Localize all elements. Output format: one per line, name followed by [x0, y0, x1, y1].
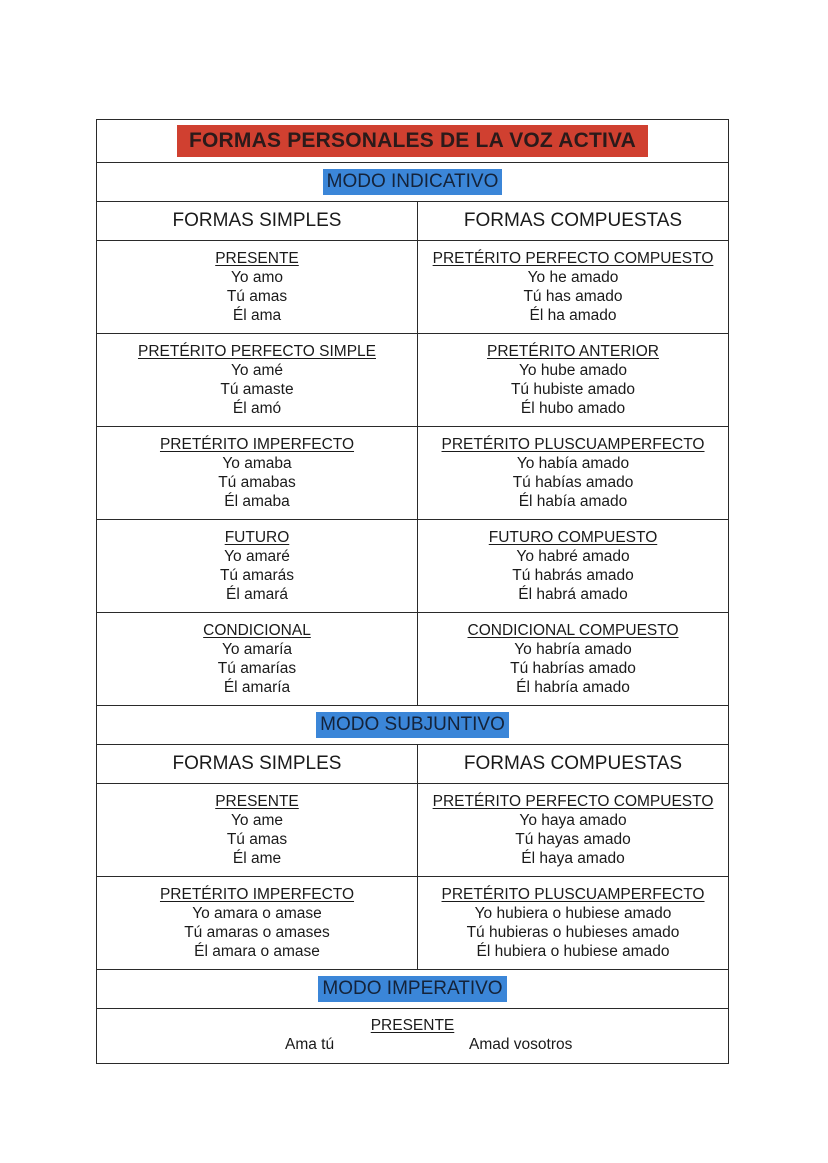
verb-form: Él ama — [232, 307, 282, 324]
verb-form: Tú habrás amado — [512, 567, 634, 584]
mode-subjuntivo-row — [97, 706, 729, 745]
verb-form: Yo haya amado — [519, 812, 627, 829]
verb-form: Él amará — [225, 586, 289, 603]
indicativo-compuesta-header: FORMAS COMPUESTAS — [418, 202, 729, 241]
verb-form: Tú amarías — [217, 660, 297, 677]
verb-form-tu: Ama tú — [285, 1036, 335, 1053]
mode-indicativo-label: MODO INDICATIVO — [323, 169, 503, 195]
tense-name: CONDICIONAL — [203, 622, 311, 639]
verb-form: Yo amo — [231, 269, 283, 286]
tense-cell — [418, 520, 729, 613]
tense-name: PRETÉRITO PLUSCUAMPERFECTO — [441, 886, 705, 903]
tense-name: PRETÉRITO ANTERIOR — [487, 343, 659, 360]
verb-form: Él haya amado — [521, 850, 625, 867]
verb-form: Yo amaré — [224, 548, 290, 565]
mode-indicativo-row — [97, 163, 729, 202]
tense-name: FUTURO — [224, 529, 290, 546]
verb-form: Yo amaría — [221, 641, 293, 658]
conjugation-table — [96, 119, 729, 1064]
tense-name: PRETÉRITO PLUSCUAMPERFECTO — [441, 436, 705, 453]
verb-form: Tú hubieras o hubieses amado — [466, 924, 680, 941]
mode-imperativo-row — [97, 970, 729, 1009]
verb-form: Tú amas — [226, 288, 288, 305]
imperativo-cell — [97, 1009, 729, 1064]
verb-form: Él había amado — [518, 493, 628, 510]
verb-form: Tú hayas amado — [515, 831, 631, 848]
verb-form: Yo amaba — [222, 455, 292, 472]
tense-name: PRETÉRITO IMPERFECTO — [159, 886, 355, 903]
imperativo-forms — [97, 1036, 728, 1056]
mode-imperativo-label: MODO IMPERATIVO — [318, 976, 506, 1002]
verb-form: Yo había amado — [516, 455, 630, 472]
tense-cell — [97, 334, 418, 427]
tense-cell — [418, 334, 729, 427]
verb-form: Yo hubiera o hubiese amado — [474, 905, 672, 922]
tense-cell — [97, 877, 418, 970]
verb-form: Yo amé — [231, 362, 283, 379]
subjuntivo-compuesta-header: FORMAS COMPUESTAS — [418, 745, 729, 784]
verb-form: Yo he amado — [527, 269, 619, 286]
verb-form: Tú amas — [226, 831, 288, 848]
verb-form: Yo habría amado — [514, 641, 632, 658]
tense-cell — [418, 613, 729, 706]
tense-name: FUTURO COMPUESTO — [488, 529, 658, 546]
verb-form: Él habrá amado — [518, 586, 628, 603]
verb-form: Él habría amado — [516, 679, 630, 696]
tense-cell — [418, 241, 729, 334]
verb-form: Él amaba — [224, 493, 290, 510]
verb-form: Él amara o amase — [194, 943, 320, 960]
tense-name: PRETÉRITO PERFECTO COMPUESTO — [432, 250, 714, 267]
verb-form-vosotros: Amad vosotros — [469, 1036, 573, 1053]
verb-form: Yo ame — [231, 812, 283, 829]
verb-form: Tú amabas — [218, 474, 296, 491]
subjuntivo-simple-header: FORMAS SIMPLES — [97, 745, 418, 784]
tense-cell — [97, 784, 418, 877]
verb-form: Tú has amado — [523, 288, 623, 305]
page-title: FORMAS PERSONALES DE LA VOZ ACTIVA — [177, 125, 648, 157]
indicativo-simple-header: FORMAS SIMPLES — [97, 202, 418, 241]
verb-form: Él amaría — [223, 679, 291, 696]
tense-name: CONDICIONAL COMPUESTO — [467, 622, 679, 639]
verb-form: Él hubo amado — [520, 400, 626, 417]
title-row — [97, 120, 729, 163]
verb-form: Yo habré amado — [516, 548, 630, 565]
tense-cell — [418, 877, 729, 970]
verb-form: Tú amaste — [220, 381, 294, 398]
tense-cell — [97, 520, 418, 613]
tense-name: PRESENTE — [370, 1017, 455, 1034]
verb-form: Yo hube amado — [518, 362, 628, 379]
verb-form: Él ha amado — [529, 307, 617, 324]
mode-subjuntivo-label: MODO SUBJUNTIVO — [316, 712, 509, 738]
tense-cell — [97, 241, 418, 334]
tense-cell — [97, 427, 418, 520]
tense-cell — [418, 784, 729, 877]
tense-cell — [97, 613, 418, 706]
verb-form: Tú amarás — [219, 567, 295, 584]
tense-cell — [418, 427, 729, 520]
tense-name: PRETÉRITO IMPERFECTO — [159, 436, 355, 453]
verb-form: Tú amaras o amases — [184, 924, 330, 941]
tense-name: PRESENTE — [215, 793, 299, 810]
tense-name: PRETÉRITO PERFECTO SIMPLE — [137, 343, 376, 360]
verb-form: Él hubiera o hubiese amado — [476, 943, 670, 960]
verb-form: Tú hubiste amado — [510, 381, 636, 398]
verb-form: Él ame — [232, 850, 282, 867]
verb-form: Yo amara o amase — [192, 905, 322, 922]
verb-form: Tú habrías amado — [510, 660, 636, 677]
verb-form: Él amó — [232, 400, 282, 417]
tense-name: PRETÉRITO PERFECTO COMPUESTO — [432, 793, 714, 810]
conjugation-sheet — [96, 119, 728, 1064]
tense-name: PRESENTE — [215, 250, 299, 267]
verb-form: Tú habías amado — [512, 474, 634, 491]
